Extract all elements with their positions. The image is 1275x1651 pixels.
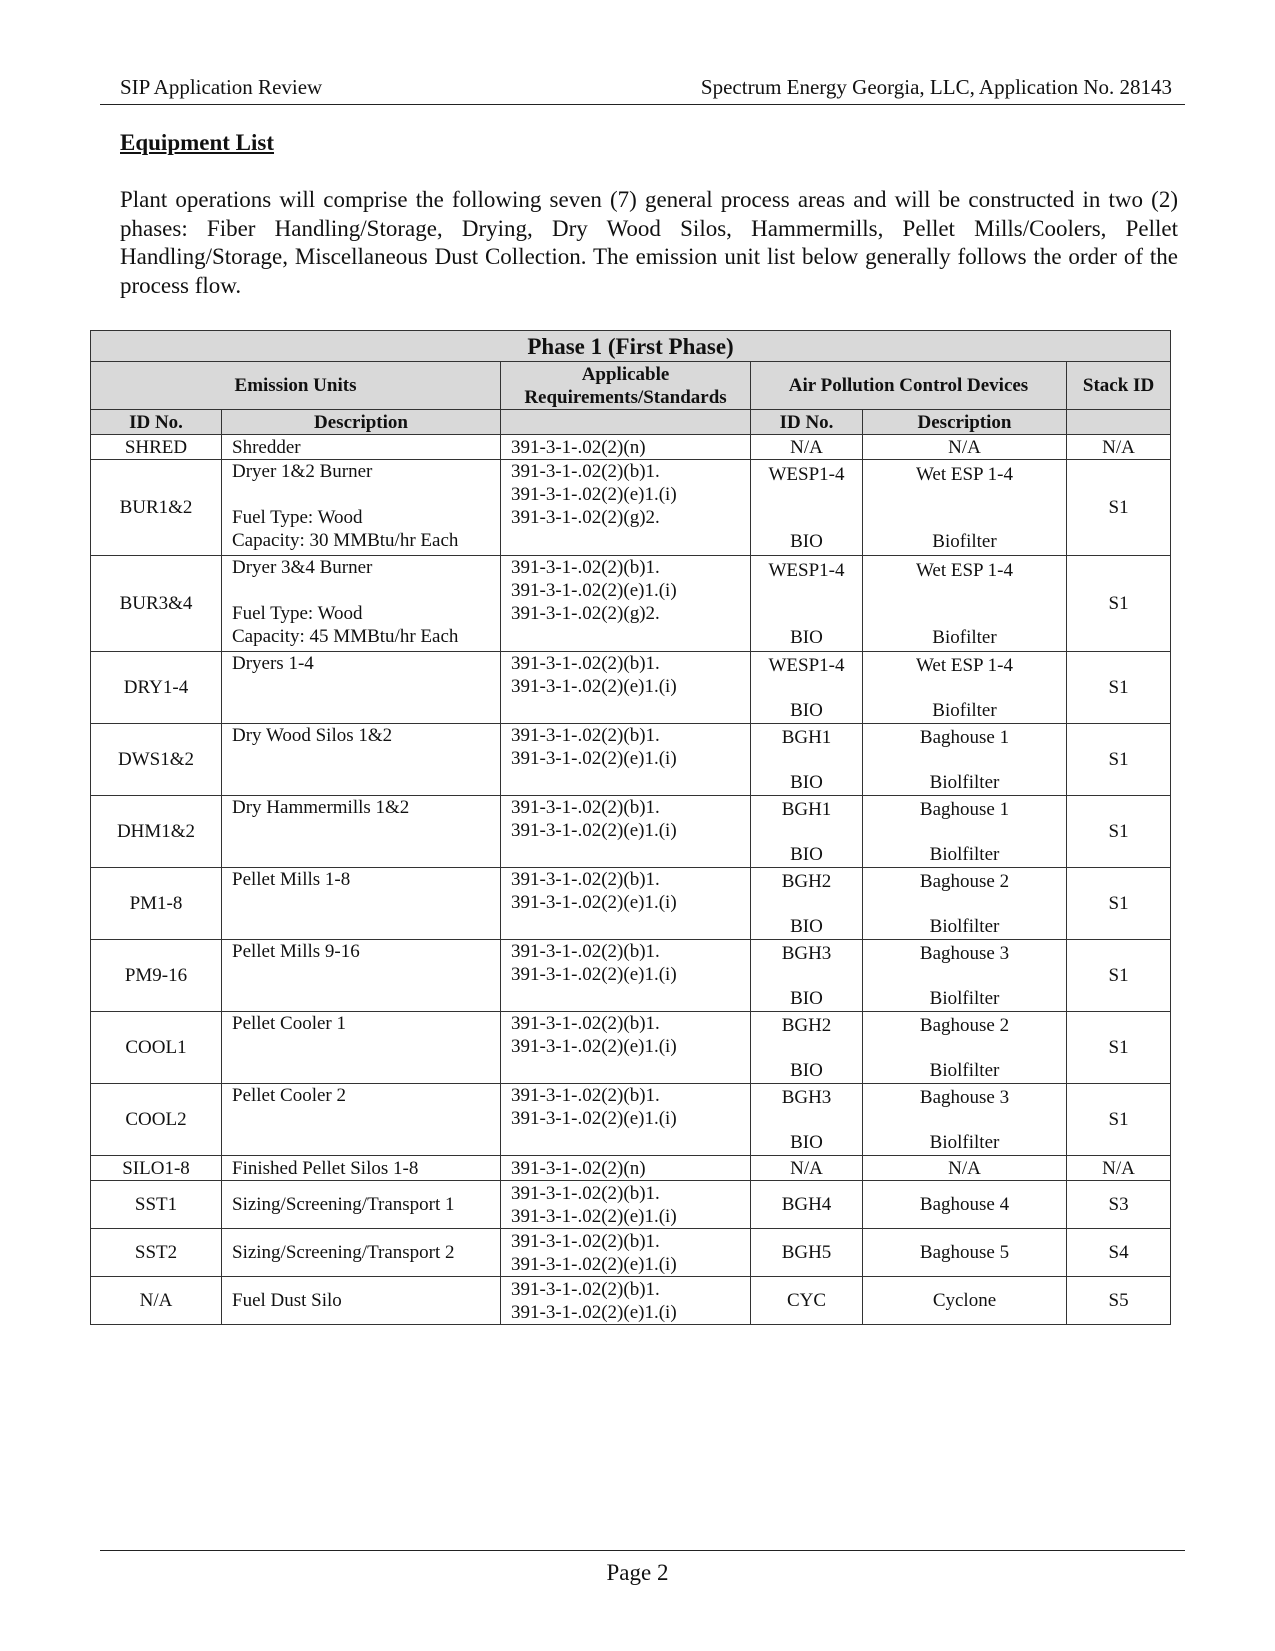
emission-unit-description <box>222 460 501 556</box>
apcd-description-line: Wet ESP 1-4 <box>916 463 1013 485</box>
emission-unit-description-line: Pellet Cooler 2 <box>232 1085 346 1106</box>
apcd-description-line: Biofilter <box>932 699 997 721</box>
emission-unit-id <box>91 460 222 556</box>
stack-id-text: S1 <box>1108 593 1129 614</box>
emission-unit-description-line: Dryer 3&4 Burner <box>232 557 373 578</box>
emission-unit-id <box>91 796 222 868</box>
apcd-description <box>863 940 1067 1012</box>
applicable-requirements-line: 391-3-1-.02(2)(b)1. <box>511 941 660 962</box>
emission-unit-id-text: PM1-8 <box>129 893 183 914</box>
emission-unit-id-text: SILO1-8 <box>122 1157 190 1179</box>
applicable-requirements-line: 391-3-1-.02(2)(b)1. <box>511 1278 660 1300</box>
subheader-apcd-description: Description <box>863 410 1067 435</box>
applicable-requirements <box>501 652 751 724</box>
stack-id <box>1067 940 1171 1012</box>
emission-unit-description <box>222 1156 501 1181</box>
subheader-description: Description <box>222 410 501 435</box>
stack-id <box>1067 1156 1171 1181</box>
apcd-description <box>863 460 1067 556</box>
applicable-requirements-line: 391-3-1-.02(2)(e)1.(i) <box>511 1036 677 1057</box>
emission-unit-id <box>91 1181 222 1229</box>
emission-unit-description-line: Fuel Type: Wood <box>232 507 363 528</box>
apcd-description <box>863 1277 1067 1325</box>
apcd-id <box>751 724 863 796</box>
apcd-id-line: BGH2 <box>781 870 832 892</box>
header-rule <box>100 104 1185 105</box>
table-row <box>91 940 1171 1012</box>
emission-unit-id-text: SST2 <box>134 1242 178 1263</box>
applicable-requirements-line: 391-3-1-.02(2)(e)1.(i) <box>511 1253 677 1275</box>
apcd-description-line: Baghouse 3 <box>919 1086 1010 1108</box>
applicable-requirements-line: 391-3-1-.02(2)(e)1.(i) <box>511 748 677 769</box>
emission-unit-description-line: Dryers 1-4 <box>232 653 314 674</box>
applicable-requirements <box>501 1156 751 1181</box>
apcd-description-line: Baghouse 3 <box>919 942 1010 964</box>
emission-unit-description <box>222 435 501 460</box>
applicable-requirements-line: 391-3-1-.02(2)(n) <box>511 436 646 458</box>
apcd-description-line: Biolfilter <box>929 1059 1000 1081</box>
emission-unit-description-line: Dry Hammermills 1&2 <box>232 797 410 818</box>
apcd-id-line: N/A <box>790 436 823 458</box>
applicable-requirements <box>501 1012 751 1084</box>
stack-id-text: S1 <box>1108 1037 1129 1058</box>
apcd-id-line: WESP1-4 <box>768 559 845 581</box>
emission-unit-description <box>222 1229 501 1277</box>
emission-unit-description <box>222 868 501 940</box>
apcd-id-line: BIO <box>790 699 823 721</box>
table-row <box>91 868 1171 940</box>
emission-unit-id <box>91 940 222 1012</box>
subheader-stack-blank <box>1067 410 1171 435</box>
header-applicable-line1: Applicable <box>581 363 670 385</box>
apcd-id-line: BGH2 <box>781 1014 832 1036</box>
applicable-requirements-line: 391-3-1-.02(2)(g)2. <box>511 603 660 624</box>
header-apcd: Air Pollution Control Devices <box>751 362 1067 410</box>
apcd-description-line: Biolfilter <box>929 987 1000 1009</box>
apcd-id <box>751 460 863 556</box>
apcd-description <box>863 1084 1067 1156</box>
emission-unit-description-line: Capacity: 45 MMBtu/hr Each <box>232 626 459 647</box>
emission-unit-id-text: BUR3&4 <box>119 593 193 614</box>
stack-id-text: S1 <box>1108 965 1129 986</box>
apcd-description-line: Biolfilter <box>929 843 1000 865</box>
apcd-description <box>863 1181 1067 1229</box>
emission-unit-id-text: DHM1&2 <box>116 821 196 842</box>
apcd-id-line: WESP1-4 <box>768 463 845 485</box>
applicable-requirements <box>501 556 751 652</box>
applicable-requirements <box>501 1277 751 1325</box>
apcd-id <box>751 1277 863 1325</box>
table-row <box>91 1277 1171 1325</box>
header-right: Spectrum Energy Georgia, LLC, Application No. 28143 <box>700 75 1172 99</box>
apcd-description <box>863 1012 1067 1084</box>
applicable-requirements <box>501 1084 751 1156</box>
emission-unit-description-line: Fuel Type: Wood <box>232 603 363 624</box>
footer-rule <box>100 1550 1185 1551</box>
table-row <box>91 1229 1171 1277</box>
apcd-description <box>863 724 1067 796</box>
emission-unit-description <box>222 796 501 868</box>
emission-unit-id <box>91 1229 222 1277</box>
apcd-description-line: Baghouse 4 <box>919 1194 1010 1215</box>
stack-id-text: S1 <box>1108 749 1129 770</box>
stack-id-text: S1 <box>1108 893 1129 914</box>
apcd-id-line: BGH1 <box>781 726 832 748</box>
stack-id-text: N/A <box>1102 436 1135 458</box>
stack-id-text: S1 <box>1108 821 1129 842</box>
apcd-description-line: Biofilter <box>932 530 997 552</box>
emission-unit-id <box>91 435 222 460</box>
apcd-description <box>863 796 1067 868</box>
emission-unit-description-line: Dryer 1&2 Burner <box>232 461 373 482</box>
apcd-description-line: Biolfilter <box>929 1131 1000 1153</box>
apcd-id <box>751 435 863 460</box>
applicable-requirements-line: 391-3-1-.02(2)(b)1. <box>511 1230 660 1252</box>
stack-id-text: S1 <box>1108 677 1129 698</box>
apcd-description-line: Wet ESP 1-4 <box>916 559 1013 581</box>
apcd-id-line: BIO <box>790 771 823 793</box>
apcd-id-line: BIO <box>790 987 823 1009</box>
apcd-id-line: BGH4 <box>781 1194 832 1215</box>
emission-unit-description-line <box>232 579 490 602</box>
table-row <box>91 1156 1171 1181</box>
emission-unit-id <box>91 724 222 796</box>
emission-unit-description-line: Shredder <box>232 436 301 458</box>
emission-unit-id <box>91 556 222 652</box>
page-number: Page 2 <box>606 1560 669 1585</box>
apcd-id-line: CYC <box>786 1290 827 1311</box>
apcd-description <box>863 556 1067 652</box>
subheader-id-no: ID No. <box>91 410 222 435</box>
emission-unit-description-line: Dry Wood Silos 1&2 <box>232 725 393 746</box>
applicable-requirements-line: 391-3-1-.02(2)(n) <box>511 1157 646 1179</box>
emission-unit-id <box>91 1012 222 1084</box>
stack-id <box>1067 724 1171 796</box>
emission-unit-id-text: N/A <box>139 1290 173 1311</box>
emission-unit-id <box>91 1277 222 1325</box>
emission-unit-id-text: COOL2 <box>125 1109 187 1130</box>
table-row <box>91 796 1171 868</box>
applicable-requirements-line: 391-3-1-.02(2)(e)1.(i) <box>511 676 677 697</box>
applicable-requirements-line: 391-3-1-.02(2)(e)1.(i) <box>511 580 677 601</box>
apcd-id-line: BGH3 <box>781 942 832 964</box>
emission-unit-description <box>222 940 501 1012</box>
header-emission-units: Emission Units <box>91 362 501 410</box>
applicable-requirements-line: 391-3-1-.02(2)(b)1. <box>511 1013 660 1034</box>
applicable-requirements-line: 391-3-1-.02(2)(b)1. <box>511 1085 660 1106</box>
stack-id-text: S1 <box>1108 1109 1129 1130</box>
apcd-description-line: Baghouse 1 <box>919 798 1010 820</box>
apcd-id <box>751 940 863 1012</box>
applicable-requirements-line: 391-3-1-.02(2)(b)1. <box>511 461 660 482</box>
emission-unit-id-text: PM9-16 <box>124 965 188 986</box>
stack-id <box>1067 556 1171 652</box>
apcd-description <box>863 652 1067 724</box>
table-row <box>91 1012 1171 1084</box>
applicable-requirements <box>501 435 751 460</box>
applicable-requirements-line: 391-3-1-.02(2)(e)1.(i) <box>511 484 677 505</box>
emission-unit-id-text: BUR1&2 <box>119 497 193 518</box>
apcd-description-line: Baghouse 2 <box>919 870 1010 892</box>
apcd-description-line: Baghouse 1 <box>919 726 1010 748</box>
applicable-requirements-line: 391-3-1-.02(2)(e)1.(i) <box>511 1205 677 1227</box>
stack-id-text: S5 <box>1108 1290 1129 1311</box>
stack-id <box>1067 1181 1171 1229</box>
stack-id-text: S4 <box>1108 1242 1129 1263</box>
applicable-requirements-line: 391-3-1-.02(2)(b)1. <box>511 869 660 890</box>
apcd-description <box>863 1229 1067 1277</box>
apcd-description <box>863 868 1067 940</box>
emission-unit-id-text: SST1 <box>134 1194 178 1215</box>
equipment-table <box>90 330 1171 1325</box>
emission-unit-description-line <box>232 483 490 506</box>
table-row <box>91 435 1171 460</box>
applicable-requirements-line: 391-3-1-.02(2)(b)1. <box>511 1182 660 1204</box>
emission-unit-description-line: Sizing/Screening/Transport 1 <box>232 1194 455 1215</box>
applicable-requirements-line: 391-3-1-.02(2)(e)1.(i) <box>511 1108 677 1129</box>
apcd-id <box>751 1084 863 1156</box>
apcd-description-line: Baghouse 2 <box>919 1014 1010 1036</box>
apcd-id <box>751 556 863 652</box>
apcd-description-line: Cyclone <box>932 1290 997 1311</box>
stack-id-text: S3 <box>1108 1194 1129 1215</box>
table-row <box>91 460 1171 556</box>
emission-unit-id-text: DWS1&2 <box>118 749 194 770</box>
emission-unit-description <box>222 1181 501 1229</box>
table-row <box>91 724 1171 796</box>
header-applicable-requirements <box>501 362 751 410</box>
header-left: SIP Application Review <box>120 75 323 99</box>
emission-unit-id <box>91 868 222 940</box>
emission-unit-description-line: Finished Pellet Silos 1-8 <box>232 1157 419 1179</box>
apcd-id <box>751 796 863 868</box>
subheader-blank <box>501 410 751 435</box>
emission-unit-description-line: Capacity: 30 MMBtu/hr Each <box>232 530 459 551</box>
emission-unit-id-text: DRY1-4 <box>123 677 189 698</box>
header-stack-id: Stack ID <box>1067 362 1171 410</box>
apcd-id-line: BIO <box>790 915 823 937</box>
subheader-apcd-id-no: ID No. <box>751 410 863 435</box>
emission-unit-description <box>222 1277 501 1325</box>
stack-id <box>1067 1229 1171 1277</box>
emission-unit-id-text: SHRED <box>124 436 188 458</box>
apcd-id-line: BGH5 <box>781 1242 832 1263</box>
emission-unit-description-line: Fuel Dust Silo <box>232 1290 342 1311</box>
applicable-requirements-line: 391-3-1-.02(2)(e)1.(i) <box>511 820 677 841</box>
stack-id <box>1067 1012 1171 1084</box>
apcd-id <box>751 1156 863 1181</box>
apcd-id <box>751 868 863 940</box>
phase-title: Phase 1 (First Phase) <box>91 331 1171 362</box>
apcd-id-line: BGH1 <box>781 798 832 820</box>
apcd-id-line: N/A <box>790 1157 823 1179</box>
apcd-id-line: BIO <box>790 626 823 648</box>
emission-unit-id-text: COOL1 <box>125 1037 187 1058</box>
intro-paragraph: Plant operations will comprise the following seven (7) general process areas and will be constructed in two (2) phases: Fiber Handling/Storage, Drying, Dry Wood Silos, Hammermills, Pellet Mills/Coolers, Pellet Handling/Storage, Miscellaneous Dust Collection. The emission unit list below generally follows the order of the process flow. <box>120 187 1178 298</box>
stack-id-text: N/A <box>1102 1157 1135 1179</box>
stack-id-text: S1 <box>1108 497 1129 518</box>
apcd-id-line: BGH3 <box>781 1086 832 1108</box>
emission-unit-description <box>222 652 501 724</box>
emission-unit-description <box>222 724 501 796</box>
stack-id <box>1067 1084 1171 1156</box>
emission-unit-description <box>222 556 501 652</box>
apcd-description-line: Wet ESP 1-4 <box>916 654 1013 676</box>
apcd-id <box>751 1181 863 1229</box>
section-title: Equipment List <box>120 130 275 155</box>
applicable-requirements-line: 391-3-1-.02(2)(b)1. <box>511 797 660 818</box>
apcd-description-line: Biolfilter <box>929 915 1000 937</box>
emission-unit-description-line: Sizing/Screening/Transport 2 <box>232 1242 455 1263</box>
table-row <box>91 556 1171 652</box>
stack-id <box>1067 868 1171 940</box>
apcd-description-line: Biolfilter <box>929 771 1000 793</box>
apcd-description <box>863 1156 1067 1181</box>
apcd-description-line: Biofilter <box>932 626 997 648</box>
apcd-description-line: N/A <box>948 1157 981 1179</box>
table-row <box>91 1084 1171 1156</box>
apcd-id <box>751 1012 863 1084</box>
apcd-id-line: BIO <box>790 530 823 552</box>
apcd-id <box>751 652 863 724</box>
apcd-id <box>751 1229 863 1277</box>
header-applicable-line2: Requirements/Standards <box>524 386 727 408</box>
stack-id <box>1067 796 1171 868</box>
applicable-requirements-line: 391-3-1-.02(2)(b)1. <box>511 653 660 674</box>
table-row <box>91 1181 1171 1229</box>
applicable-requirements-line: 391-3-1-.02(2)(b)1. <box>511 725 660 746</box>
applicable-requirements <box>501 724 751 796</box>
emission-unit-description-line: Pellet Mills 9-16 <box>232 941 360 962</box>
applicable-requirements <box>501 1229 751 1277</box>
emission-unit-description <box>222 1084 501 1156</box>
emission-unit-id <box>91 1084 222 1156</box>
applicable-requirements <box>501 796 751 868</box>
apcd-description <box>863 435 1067 460</box>
emission-unit-description <box>222 1012 501 1084</box>
apcd-id-line: BIO <box>790 843 823 865</box>
applicable-requirements <box>501 460 751 556</box>
apcd-id-line: BIO <box>790 1059 823 1081</box>
emission-unit-id <box>91 652 222 724</box>
stack-id <box>1067 435 1171 460</box>
emission-unit-id <box>91 1156 222 1181</box>
apcd-description-line: Baghouse 5 <box>919 1242 1010 1263</box>
applicable-requirements <box>501 940 751 1012</box>
apcd-id-line: BIO <box>790 1131 823 1153</box>
emission-unit-description-line: Pellet Mills 1-8 <box>232 869 351 890</box>
stack-id <box>1067 1277 1171 1325</box>
applicable-requirements-line: 391-3-1-.02(2)(e)1.(i) <box>511 1301 677 1323</box>
applicable-requirements-line: 391-3-1-.02(2)(e)1.(i) <box>511 964 677 985</box>
applicable-requirements-line: 391-3-1-.02(2)(g)2. <box>511 507 660 528</box>
stack-id <box>1067 460 1171 556</box>
applicable-requirements <box>501 868 751 940</box>
apcd-id-line: WESP1-4 <box>768 654 845 676</box>
applicable-requirements-line: 391-3-1-.02(2)(e)1.(i) <box>511 892 677 913</box>
stack-id <box>1067 652 1171 724</box>
applicable-requirements-line: 391-3-1-.02(2)(b)1. <box>511 557 660 578</box>
emission-unit-description-line: Pellet Cooler 1 <box>232 1013 346 1034</box>
equipment-table-body <box>91 435 1171 1325</box>
table-row <box>91 652 1171 724</box>
apcd-description-line: N/A <box>948 436 981 458</box>
applicable-requirements <box>501 1181 751 1229</box>
